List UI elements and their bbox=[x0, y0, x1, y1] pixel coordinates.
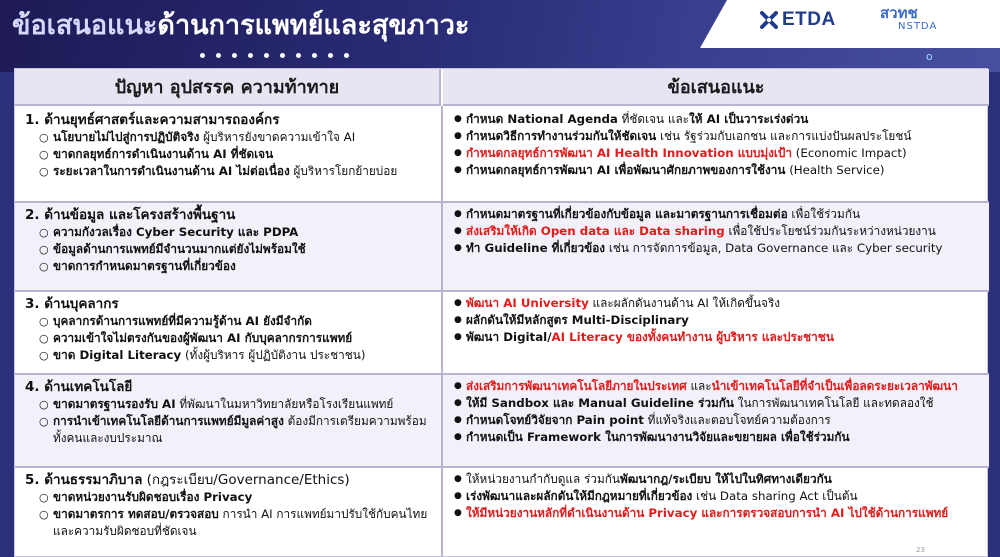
list-item: ○ ขาด Digital Literacy (ทั้งผู้บริหาร ผู้ปฏิบัติงาน ประชาชน) bbox=[39, 348, 366, 362]
list-item: ● กำหนดเป็น Framework ในการพัฒนางานวิจัยและขยายผล เพื่อใช้ร่วมกัน bbox=[454, 430, 850, 444]
list-item: ○ ขาดมาตรการ ทดสอบ/ตรวจสอบ การนำ AI การแพทย์มาปรับใช้กับคนไทย และความรับผิดชอบที่ชัดเจน bbox=[39, 507, 428, 538]
section-title: 5. ด้านธรรมาภิบาล (กฎระเบียบ/Governance/Ethics) bbox=[25, 472, 350, 488]
problem-cell bbox=[15, 468, 441, 540]
recommendation-table bbox=[14, 68, 988, 557]
nstda-logo bbox=[880, 6, 970, 36]
table-row bbox=[15, 375, 989, 466]
title-rest: ด้านการแพทย์และสุขภาวะ bbox=[157, 10, 470, 41]
list-item: ● กำหนดวิธีการทำงานร่วมกันให้ชัดเจน เช่น รัฐร่วมกับเอกชน และการแบ่งปันผลประโยชน์ bbox=[454, 129, 912, 143]
recommendation-cell bbox=[443, 468, 989, 522]
corner-mark: o bbox=[926, 50, 933, 63]
list-item: ○ ขาดการกำหนดมาตรฐานที่เกี่ยวข้อง bbox=[39, 259, 236, 273]
list-item: ● กำหนดกลยุทธ์การพัฒนา AI Health Innovation แบบมุ่งเป้า (Economic Impact) bbox=[454, 146, 907, 160]
list-item: ○ ความเข้าใจไม่ตรงกันของผู้พัฒนา AI กับบุคลากรการแพทย์ bbox=[39, 331, 353, 345]
section-title: 3. ด้านบุคลากร bbox=[25, 296, 119, 312]
table-row bbox=[15, 292, 989, 373]
list-item: ● กำหนด National Agenda ที่ชัดเจน และให้ AI เป็นวาระเร่งด่วน bbox=[454, 112, 809, 126]
list-item: ○ ความกังวลเรื่อง Cyber Security และ PDPA bbox=[39, 225, 299, 239]
list-item: ● กำหนดกลยุทธ์การพัฒนา AI เพื่อพัฒนาศักยภาพของการใช้งาน (Health Service) bbox=[454, 163, 885, 177]
list-item: ○ นโยบายไม่ไปสู่การปฏิบัติจริง ผู้บริหารยังขาดความเข้าใจ AI bbox=[39, 130, 356, 144]
list-item: ○ ข้อมูลด้านการแพทย์มีจำนวนมากแต่ยังไม่พร้อมใช้ bbox=[39, 242, 306, 256]
page-number: 23 bbox=[916, 546, 925, 554]
section-title: 2. ด้านข้อมูล และโครงสร้างพื้นฐาน bbox=[25, 207, 236, 223]
etda-logo-text: ETDA bbox=[782, 9, 836, 30]
nstda-logo-thai: สวทช bbox=[880, 4, 918, 22]
list-item: ○ ขาดกลยุทธ์การดำเนินงานด้าน AI ที่ชัดเจน bbox=[39, 147, 274, 161]
table-row bbox=[15, 108, 989, 201]
column-header-problems: ปัญหา อุปสรรค ความท้าทาย bbox=[15, 69, 441, 106]
list-item: ● พัฒนา AI University และผลักดันงานด้าน AI ให้เกิดขึ้นจริง bbox=[454, 296, 781, 310]
etda-logo bbox=[760, 9, 836, 31]
recommendation-cell bbox=[443, 375, 989, 446]
column-header-recommendations: ข้อเสนอแนะ bbox=[443, 69, 989, 106]
section-title: 4. ด้านเทคโนโลยี bbox=[25, 379, 133, 395]
table-row bbox=[15, 203, 989, 290]
table-row bbox=[15, 468, 989, 557]
list-item: ● ทำ Guideline ที่เกี่ยวข้อง เช่น การจัดการข้อมูล, Data Governance และ Cyber security bbox=[454, 241, 943, 255]
list-item: ● กำหนดโจทย์วิจัยจาก Pain point ที่แท้จริงและตอบโจทย์ความต้องการ bbox=[454, 413, 831, 427]
list-item: ○ การนำเข้าเทคโนโลยีด้านการแพทย์มีมูลค่าสูง ต้องมีการเตรียมความพร้อมทั้งคนและงบประมาณ bbox=[39, 414, 427, 445]
list-item: ● ผลักดันให้มีหลักสูตร Multi-Disciplinary bbox=[454, 313, 689, 327]
list-item: ● กำหนดมาตรฐานที่เกี่ยวข้องกับข้อมูล และมาตรฐานการเชื่อมต่อ เพื่อใช้ร่วมกัน bbox=[454, 207, 861, 221]
title-highlight: ข้อเสนอแนะ bbox=[12, 10, 158, 41]
slide-title bbox=[12, 6, 469, 46]
section-title: 1. ด้านยุทธ์ศาสตร์และความสามารถองค์กร bbox=[25, 112, 280, 128]
list-item: ● ส่งเสริมการพัฒนาเทคโนโลยีภายในประเทศ และนำเข้าเทคโนโลยีที่จำเป็นเพื่อลดระยะเวลาพัฒนา bbox=[454, 379, 958, 393]
decorative-dots bbox=[200, 53, 349, 58]
list-item: ● ให้หน่วยงานกำกับดูแล ร่วมกันพัฒนากฎ/ระเบียบ ให้ไปในทิศทางเดียวกัน bbox=[454, 472, 832, 486]
list-item: ○ ขาดหน่วยงานรับผิดชอบเรื่อง Privacy bbox=[39, 490, 253, 504]
list-item: ● ให้มีหน่วยงานหลักที่ดำเนินงานด้าน Privacy และการตรวจสอบการนำ AI ไปใช้ด้านการแพทย์ bbox=[454, 506, 949, 520]
recommendation-cell bbox=[443, 108, 989, 179]
list-item: ● ให้มี Sandbox และ Manual Guideline ร่วมกัน ในการพัฒนาเทคโนโลยี และทดลองใช้ bbox=[454, 396, 934, 410]
list-item: ● พัฒนา Digital/AI Literacy ของทั้งคนทำงาน ผู้บริหาร และประชาชน bbox=[454, 330, 834, 344]
problem-cell bbox=[15, 108, 441, 180]
problem-cell bbox=[15, 203, 441, 275]
recommendation-cell bbox=[443, 203, 989, 257]
list-item: ● ส่งเสริมให้เกิด Open data และ Data sharing เพื่อใช้ประโยชน์ร่วมกันระหว่างหน่วยงาน bbox=[454, 224, 936, 238]
list-item: ○ บุคลากรด้านการแพทย์ที่มีความรู้ด้าน AI ยังมีจำกัด bbox=[39, 314, 312, 328]
problem-cell bbox=[15, 292, 441, 364]
list-item: ○ ระยะเวลาในการดำเนินงานด้าน AI ไม่ต่อเนื่อง ผู้บริหารโยกย้ายบ่อย bbox=[39, 164, 398, 178]
etda-x-icon bbox=[760, 11, 778, 29]
list-item: ● เร่งพัฒนาและผลักดันให้มีกฎหมายที่เกี่ยวข้อง เช่น Data sharing Act เป็นต้น bbox=[454, 489, 858, 503]
nstda-logo-text: NSTDA bbox=[898, 21, 938, 32]
list-item: ○ ขาดมาตรฐานรองรับ AI ที่พัฒนาในมหาวิทยาลัยหรือโรงเรียนแพทย์ bbox=[39, 397, 394, 411]
problem-cell bbox=[15, 375, 441, 447]
column-divider bbox=[441, 106, 443, 557]
recommendation-cell bbox=[443, 292, 989, 346]
